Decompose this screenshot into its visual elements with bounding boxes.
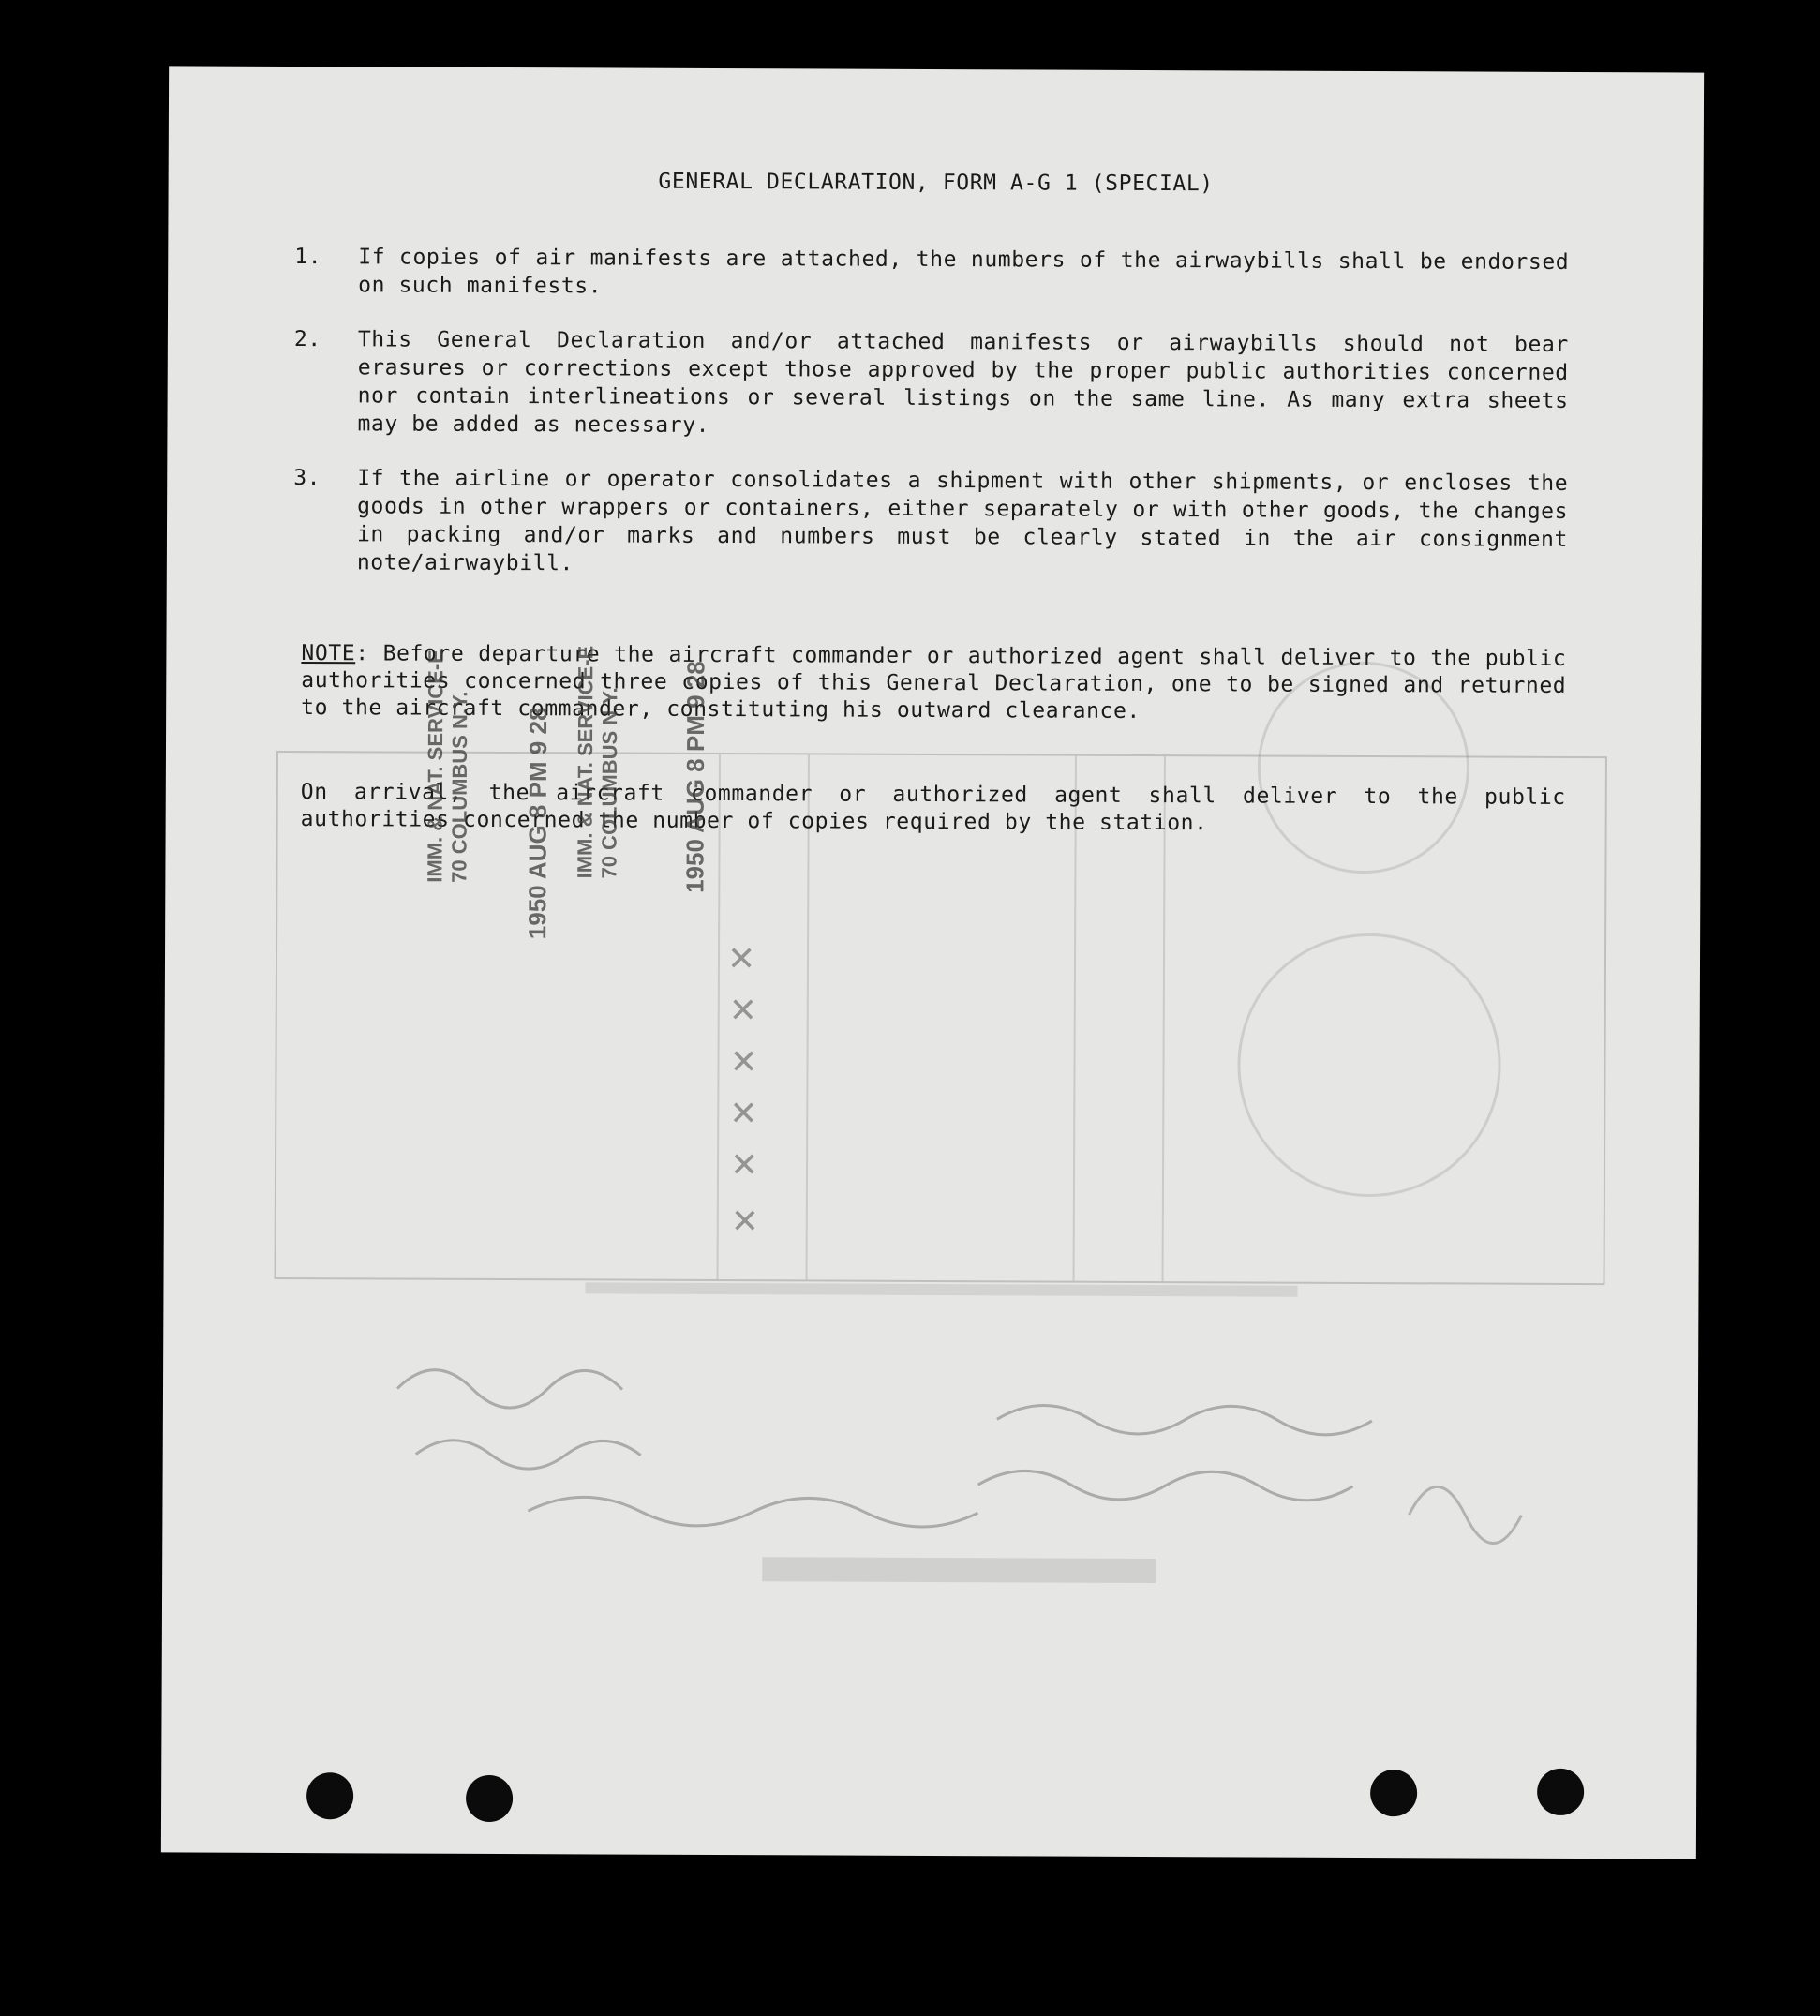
departure-note <box>301 640 1566 727</box>
check-mark: ✕ <box>730 1202 760 1242</box>
check-mark: ✕ <box>729 1043 758 1083</box>
stamp-date: 1950 AUG 8 PM 9 28 <box>523 707 553 940</box>
arrival-note: On arrival, the aircraft commander or authorized agent shall deliver to the public authorities concerned the number of copies required by the station. <box>300 780 1566 836</box>
punch-hole <box>1537 1769 1584 1815</box>
stamp-line-2: 70 COLUMBUS N.Y. <box>447 691 472 883</box>
instruction-item-3 <box>293 464 1569 582</box>
check-mark: ✕ <box>728 992 758 1031</box>
bleed-through-signatures <box>378 1351 1578 1619</box>
note-text: : Before departure the aircraft commander or authorized agent shall deliver to the public authorities concerned three copies of this General Declaration, one to be signed and returned to the aircraft commander, constituting his outward clearance. <box>301 641 1567 724</box>
item-text: If copies of air manifests are attached, the numbers of the airwaybills shall be endorsed on such manifests. <box>358 245 1570 299</box>
immigration-stamp <box>573 646 622 879</box>
faint-seal <box>1237 933 1501 1197</box>
bleed-through-text-shape <box>585 1277 1297 1302</box>
check-mark: ✕ <box>729 1095 758 1134</box>
page-title: GENERAL DECLARATION, FORM A-G 1 (SPECIAL) <box>658 169 1214 197</box>
item-text: This General Declaration and/or attached manifests or airwaybills should not bear erasures or corrections except those approved by the proper public authorities concerned nor contain interlineations or several listings on the same line. As many extra sheets may be added as necessary. <box>357 327 1569 438</box>
immigration-stamp-date <box>680 661 710 893</box>
check-mark: ✕ <box>729 1146 759 1186</box>
punch-hole <box>306 1772 353 1819</box>
instruction-item-2 <box>293 325 1569 443</box>
item-number: 2. <box>293 327 321 352</box>
item-text: If the airline or operator consolidates a shipment with other shipments, or encloses the goods in other wrappers or containers, either separately or with other goods, the changes in packing and/or marks and numbers must be clearly stated in the air consignment note/airwaybill. <box>356 466 1569 576</box>
note-label: NOTE <box>301 641 356 666</box>
punch-hole <box>466 1775 513 1822</box>
check-mark: ✕ <box>726 940 756 979</box>
instruction-item-1 <box>294 243 1569 305</box>
stamp-line-1: IMM. & NAT. SERVICE-E <box>423 650 448 883</box>
immigration-stamp-date <box>523 707 553 939</box>
stamp-date: 1950 AUG 8 PM 9 28 <box>680 661 710 893</box>
bleed-through-line <box>585 1277 1297 1306</box>
stamp-line-1: IMM. & NAT. SERVICE-E <box>573 645 598 879</box>
item-number: 3. <box>293 466 321 491</box>
stamp-line-2: 70 COLUMBUS N.Y. <box>597 687 622 879</box>
document-page <box>161 66 1704 1859</box>
punch-hole <box>1370 1770 1417 1816</box>
immigration-stamp <box>423 650 472 883</box>
item-number: 1. <box>294 245 322 270</box>
